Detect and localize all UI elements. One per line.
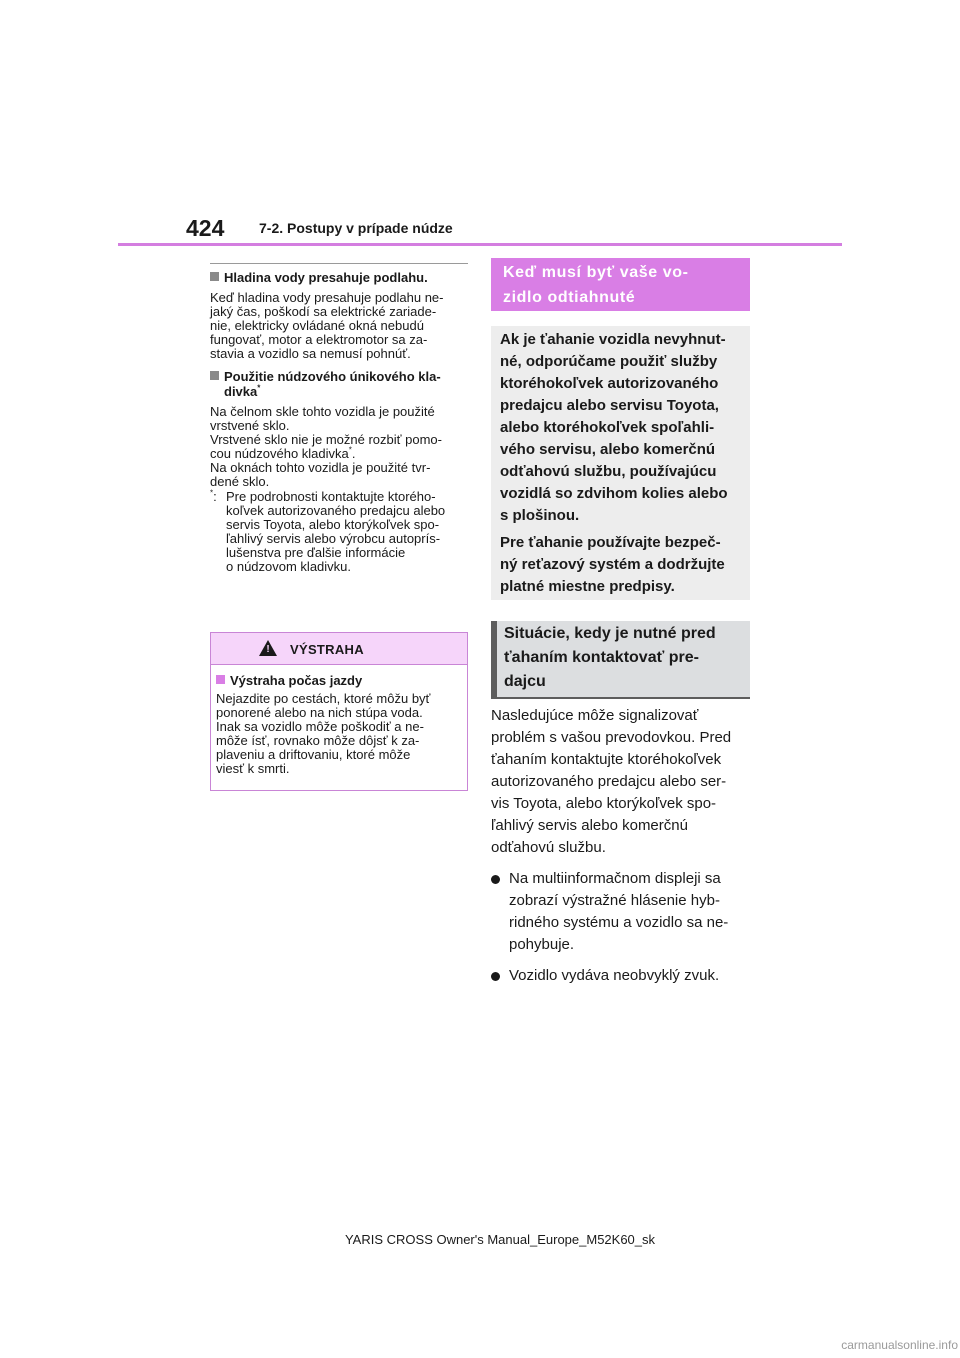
text-line: Nejazdite po cestách, ktoré môžu byť bbox=[216, 691, 431, 706]
text-line: zobrazí výstražné hlásenie hyb- bbox=[509, 892, 720, 909]
text-line: nie, elektricky ovládané okná nebudú bbox=[210, 318, 424, 333]
text-line: vis Toyota, alebo ktorýkoľvek spo- bbox=[491, 795, 717, 812]
page-number: 424 bbox=[186, 215, 225, 241]
water-paragraph bbox=[210, 291, 468, 361]
text-line: ponorené alebo na nich stúpa voda. bbox=[216, 705, 423, 720]
text-line: Pre podrobnosti kontaktujte ktorého- bbox=[226, 489, 436, 504]
warning-box bbox=[210, 632, 468, 791]
watermark: carmanualsonline.info bbox=[841, 1338, 958, 1352]
text-line: lušenstva pre ďalšie informácie bbox=[226, 545, 406, 560]
manual-name: YARIS CROSS Owner's Manual_Europe_M52K60_sk bbox=[344, 1232, 656, 1247]
heading-line: Použitie núdzového únikového kla- bbox=[224, 369, 441, 384]
text-line: jaký čas, poškodí sa elektrické zariade- bbox=[210, 304, 437, 319]
top-rule bbox=[210, 263, 468, 264]
square-bullet-icon bbox=[210, 272, 219, 281]
text-line: ný reťazový systém a dodržujte bbox=[500, 556, 725, 573]
text-line: servis Toyota, alebo ktorýkoľvek spo- bbox=[226, 517, 440, 532]
warning-subheading bbox=[216, 673, 463, 688]
heading-line: Situácie, kedy je nutné pred bbox=[504, 625, 716, 642]
text-line: stavia a vozidlo sa nemusí pohnúť. bbox=[210, 346, 411, 361]
left-column bbox=[210, 263, 468, 574]
text-line: ridného systému a vozidlo sa ne- bbox=[509, 914, 729, 931]
warning-title: VÝSTRAHA bbox=[290, 642, 364, 657]
water-level-heading bbox=[210, 270, 468, 285]
banner-line: zidlo odtiahnuté bbox=[503, 289, 636, 306]
bullet-dot-icon bbox=[491, 965, 502, 974]
text-line: Pre ťahanie používajte bezpeč- bbox=[500, 534, 721, 551]
text-line: ťahaním kontaktujte ktoréhokoľvek bbox=[491, 751, 722, 768]
text-line: s plošinou. bbox=[500, 507, 580, 524]
text-line: Ak je ťahanie vozidla nevyhnut- bbox=[500, 331, 726, 348]
text-line: ktoréhokoľvek autorizovaného bbox=[500, 375, 719, 392]
text-line: Keď hladina vody presahuje podlahu ne- bbox=[210, 290, 444, 305]
text-line: ľahlivý servis alebo výrobcu autoprís- bbox=[226, 531, 441, 546]
bullet-dot-icon bbox=[491, 868, 502, 877]
text-line: autorizovaného predajcu alebo ser- bbox=[491, 773, 727, 790]
warning-paragraph bbox=[216, 692, 463, 776]
text-span: . bbox=[351, 446, 356, 461]
text-line: predajcu alebo servisu Toyota, bbox=[500, 397, 719, 414]
text-line: Inak sa vozidlo môže poškodiť a ne- bbox=[216, 719, 424, 734]
warning-body bbox=[211, 665, 467, 776]
text-line: Vrstvené sklo nie je možné rozbiť pomo- bbox=[210, 432, 442, 447]
bullet-text bbox=[509, 868, 728, 956]
heading-line: ťahaním kontaktovať pre- bbox=[504, 649, 699, 666]
text-line: viesť k smrti. bbox=[216, 761, 290, 776]
text-line bbox=[210, 447, 468, 461]
text-line: dené sklo. bbox=[210, 474, 270, 489]
summary-paragraph bbox=[500, 329, 742, 527]
text-line: odťahovú službu. bbox=[491, 839, 606, 856]
text-line: vozidlá so zdvihom kolies alebo bbox=[500, 485, 728, 502]
summary-paragraph bbox=[500, 532, 742, 598]
text-line: Na multiinformačnom displeji sa bbox=[509, 870, 721, 887]
text-line: fungovať, motor a elektromotor sa za- bbox=[210, 332, 428, 347]
text-line: odťahovú službu, používajúcu bbox=[500, 463, 717, 480]
body-paragraph bbox=[491, 705, 756, 859]
footnote-mark bbox=[210, 490, 226, 574]
hammer-heading-text bbox=[224, 369, 441, 399]
bullet-item bbox=[491, 965, 756, 987]
footnote-colon: : bbox=[213, 489, 217, 504]
square-bullet-icon bbox=[216, 675, 225, 684]
text-line: platné miestne predpisy. bbox=[500, 578, 675, 595]
warning-subheading-text: Výstraha počas jazdy bbox=[230, 673, 363, 688]
contact-dealer-body bbox=[491, 705, 756, 987]
towing-summary-box bbox=[491, 326, 750, 600]
text-span: cou núdzového kladivka bbox=[210, 446, 349, 461]
text-line: Na oknách tohto vozidla je použité tvr- bbox=[210, 460, 431, 475]
text-line: Nasledujúce môže signalizovať bbox=[491, 707, 699, 724]
bullet-item bbox=[491, 868, 756, 956]
text-line: problém s vašou prevodovkou. Pred bbox=[491, 729, 732, 746]
water-heading-text: Hladina vody presahuje podlahu. bbox=[224, 270, 428, 285]
text-line: vrstvené sklo. bbox=[210, 418, 290, 433]
square-bullet-icon bbox=[210, 371, 219, 380]
text-line: plaveniu a driftovaniu, ktoré môže bbox=[216, 747, 411, 762]
contact-dealer-heading bbox=[491, 621, 750, 699]
text-line: alebo ktoréhokoľvek spoľahli- bbox=[500, 419, 715, 436]
warning-exclamation-icon: ! bbox=[266, 644, 270, 655]
banner-line: Keď musí byť vaše vo- bbox=[503, 264, 689, 281]
section-title: 7-2. Postupy v prípade núdze bbox=[259, 220, 453, 236]
text-line: o núdzovom kladivku. bbox=[226, 559, 352, 574]
footnote-marker: * bbox=[257, 383, 261, 393]
footnote-marker: * bbox=[348, 445, 352, 455]
text-line: vého servisu, alebo komerčnú bbox=[500, 441, 716, 458]
hammer-paragraph bbox=[210, 405, 468, 489]
heading-line: dajcu bbox=[504, 673, 546, 690]
bullet-text bbox=[509, 965, 719, 987]
text-line: né, odporúčame použiť služby bbox=[500, 353, 718, 370]
text-line: Vozidlo vydáva neobvyklý zvuk. bbox=[509, 967, 720, 984]
text-line: môže ísť, rovnako môže dôjsť k za- bbox=[216, 733, 420, 748]
towing-title-banner bbox=[491, 258, 750, 311]
page-footer bbox=[0, 1232, 960, 1248]
hammer-heading bbox=[210, 369, 468, 399]
heading-line: divka bbox=[224, 384, 258, 399]
footnote-marker: * bbox=[210, 488, 214, 498]
text-line: ľahlivý servis alebo komerčnú bbox=[491, 817, 688, 834]
footnote-text bbox=[226, 490, 445, 574]
text-line: pohybuje. bbox=[509, 936, 575, 953]
warning-header bbox=[211, 633, 467, 665]
header-divider bbox=[118, 243, 842, 246]
text-line: Na čelnom skle tohto vozidla je použité bbox=[210, 404, 435, 419]
footnote bbox=[210, 490, 468, 574]
text-line: koľvek autorizovaného predajcu alebo bbox=[226, 503, 446, 518]
